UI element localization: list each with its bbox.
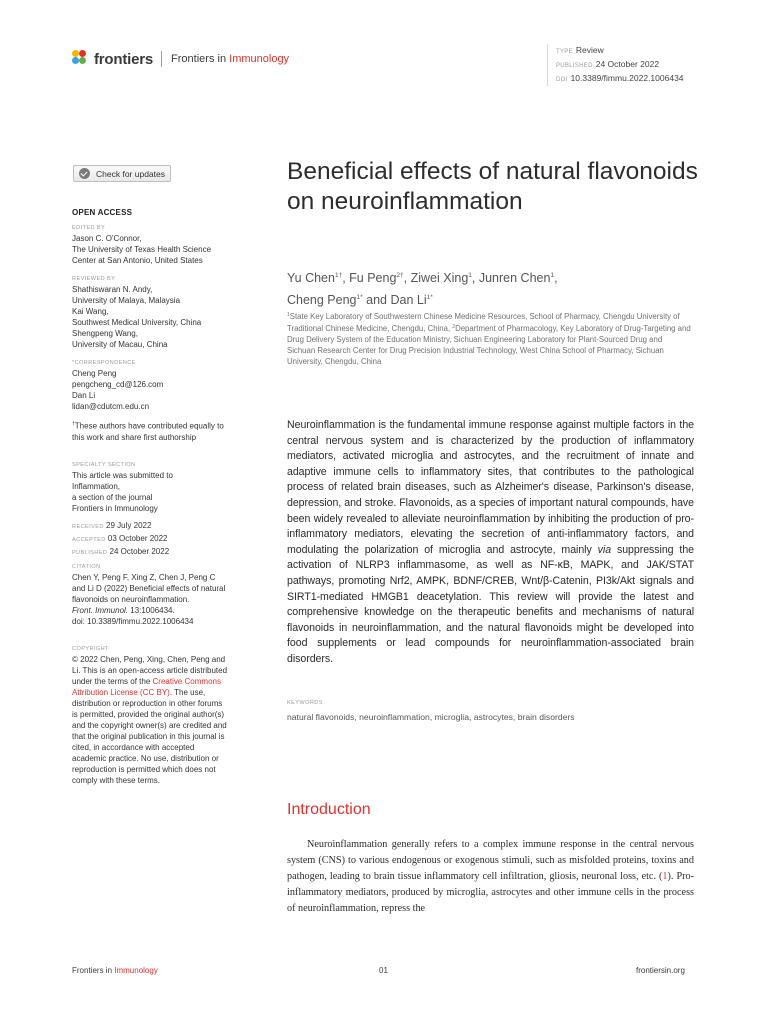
editor-affiliation: The University of Texas Health Science Center at San Antonio, United States [72, 245, 212, 265]
keywords: natural flavonoids, neuroinflammation, microglia, astrocytes, brain disorders [287, 712, 575, 722]
published-date: 24 October 2022 [595, 59, 660, 69]
author[interactable]: Cheng Peng$^{1*}$ [287, 293, 363, 307]
brand-name: frontiers [94, 50, 154, 68]
frontiers-logo-icon [72, 50, 90, 68]
author[interactable]: Dan $Li^{1*}$ [390, 293, 433, 307]
doi-link[interactable]: 10.3389/fimmu.2022.1006434 [570, 73, 684, 83]
affiliations: $^1$State Key Laboratory of Southwestern Chinese Medicine Resources, School of Pharmacy, Chengdu University of Traditional Chinese Medicine, Chengdu, China, $^2$Department of Pharmacology, Key Laboratory of Drug-Targeting and Drug Delivery System of the Education Ministry, Sichuan Engineering Laboratory for Plant-Sourced Drug and Sichuan Research Center for Drug Precision Industrial Technology, West China School of Pharmacy, Sichuan University, Chengdu, China [287, 312, 691, 366]
published-date-side: 24 October 2022 [109, 547, 170, 556]
author[interactable]: Ziwei Xing$^1$ [410, 271, 472, 285]
check-updates-label: Check for updates [96, 168, 165, 179]
check-for-updates-button[interactable] [73, 165, 171, 182]
article-title: Beneficial effects of natural flavonoids on neuroinflammation [287, 158, 698, 215]
abstract: Neuroinflammation is the fundamental immune response against multiple factors in the central nervous system and is characterized by the production of inflammatory mediators, activated microglia and astrocytes, and the recruitment of innate and adaptive immune cells to inflammatory sites, that contributes to the pathological process of related brain diseases, such as Alzheimer's disease, Parkinson's disease, depression, and stroke. Flavonoids, as a species of important natural compounds, have been widely revealed to alleviate neuroinflammation by inhibiting the production of pro-inflammatory mediators, elevating the secretion of anti-inflammatory factors, and modulating the polarization of microglia and astrocyte, mainly via suppressing the activation of NLRP3 inflammasome, as well as NF-κB, MAPK, and JAK/STAT pathways, promoting Nrf2, AMPK, BDNF/CREB, Wnt/β-Catenin, PI3k/Akt signals and SIRT1-mediated HMGB1 deacetylation. This review will provide the latest and comprehensive knowledge on the therapeutic benefits and mechanisms of natural flavonoids in neuroinflammation, and the natural flavonoids might be developed into food supplements or lead compounds for neuroinflammation-associated brain disorders. [287, 419, 695, 665]
site-link[interactable]: frontiersin.org [636, 966, 685, 975]
section-heading: Introduction [287, 801, 371, 818]
author[interactable]: Fu Peng$^{2\dagger}$ [349, 271, 404, 285]
page-number: 01 [379, 966, 388, 975]
author[interactable]: Yu Chen$^{1\dagger}$ [287, 271, 343, 285]
accepted-date: 03 October 2022 [107, 534, 168, 543]
author-list: Yu Chen$^{1\dagger}$, Fu Peng$^{2\dagger}$, Ziwei Xing$^1$, Junren Chen$^1$, Cheng Peng$^{1*}$ and Dan $Li^{1*}$ [287, 271, 558, 307]
check-update-icon [79, 168, 90, 179]
header-divider [161, 51, 162, 67]
keywords-label: KEYWORDS [287, 700, 323, 706]
equal-contribution-note: †These authors have contributed equally to this work and share first authorship [72, 421, 224, 442]
article-type: Review [575, 45, 604, 55]
article-meta: TYPE Review PUBLISHED 24 October 2022 DOI 10.3389/fimmu.2022.1006434 [547, 44, 684, 86]
reviewed-by-section: REVIEWED BY Shathiswaran N. Andy, University of Malaya, Malaysia Kai Wang, Southwest Medical University, China Shengpeng Wang, University of Macau, China [72, 276, 202, 349]
dates-section: RECEIVED 29 July 2022 ACCEPTED 03 October 2022 PUBLISHED 24 October 2022 [72, 521, 170, 556]
journal-header [72, 50, 289, 68]
editor-name: Jason C. O'Connor, [72, 234, 142, 243]
copyright-section: COPYRIGHT © 2022 Chen, Peng, Xing, Chen, Peng and Li. This is an open-access article distributed under the terms of the Creative Commons Attribution License (CC BY). The use, distribution or reproduction in other forums is permitted, provided the original author(s) and the copyright owner(s) are credited and that the original publication in this journal is cited, in accordance with accepted academic practice. No use, distribution or reproduction is permitted which does not comply with these terms. [72, 646, 228, 785]
author[interactable]: Junren Chen$^1$ [478, 271, 555, 285]
specialty-section: SPECIALTY SECTION This article was submitted to Inflammation, a section of the journal Frontiers in Immunology [72, 462, 173, 513]
email-link[interactable]: pengcheng_cd@126.com [72, 380, 164, 389]
citation-section: CITATION Chen Y, Peng F, Xing Z, Chen J, Peng C and Li D (2022) Beneficial effects of natural flavonoids on neuroinflammation. Front. Immunol. 13:1006434. doi: 10.3389/fimmu.2022.1006434 [72, 563, 230, 627]
correspondence-section: *CORRESPONDENCE Cheng Peng pengcheng_cd@126.com Dan Li lidan@cdutcm.edu.cn [72, 359, 237, 412]
cc-by-license-link[interactable]: Creative Commons Attribution License (CC BY). [72, 677, 221, 697]
open-access-label: OPEN ACCESS [72, 208, 133, 217]
edited-by-section: EDITED BY Jason C. O'Connor, The University of Texas Health Science Center at San Antonio, United States [72, 224, 237, 266]
email-link[interactable]: lidan@cdutcm.edu.cn [72, 402, 150, 411]
journal-title: Frontiers in Immunology [171, 53, 290, 65]
reference-link[interactable]: 1 [662, 871, 668, 882]
intro-paragraph: Neuroinflammation generally refers to a complex immune response in the central nervous system (CNS) to various endogenous or exogenous stimuli, such as misfolded proteins, toxins and pathogen, leading to brain tissue inflammatory cell infiltration, gliosis, neuronal loss, etc. (1). Pro-inflammatory mediators, produced by microglia, astrocytes and other immune cells in the process of neuroinflammation, repress the [287, 839, 694, 914]
citation-doi: doi: 10.3389/fimmu.2022.1006434 [72, 617, 194, 626]
received-date: 29 July 2022 [106, 521, 152, 530]
footer-journal: Frontiers in Immunology [72, 966, 158, 975]
